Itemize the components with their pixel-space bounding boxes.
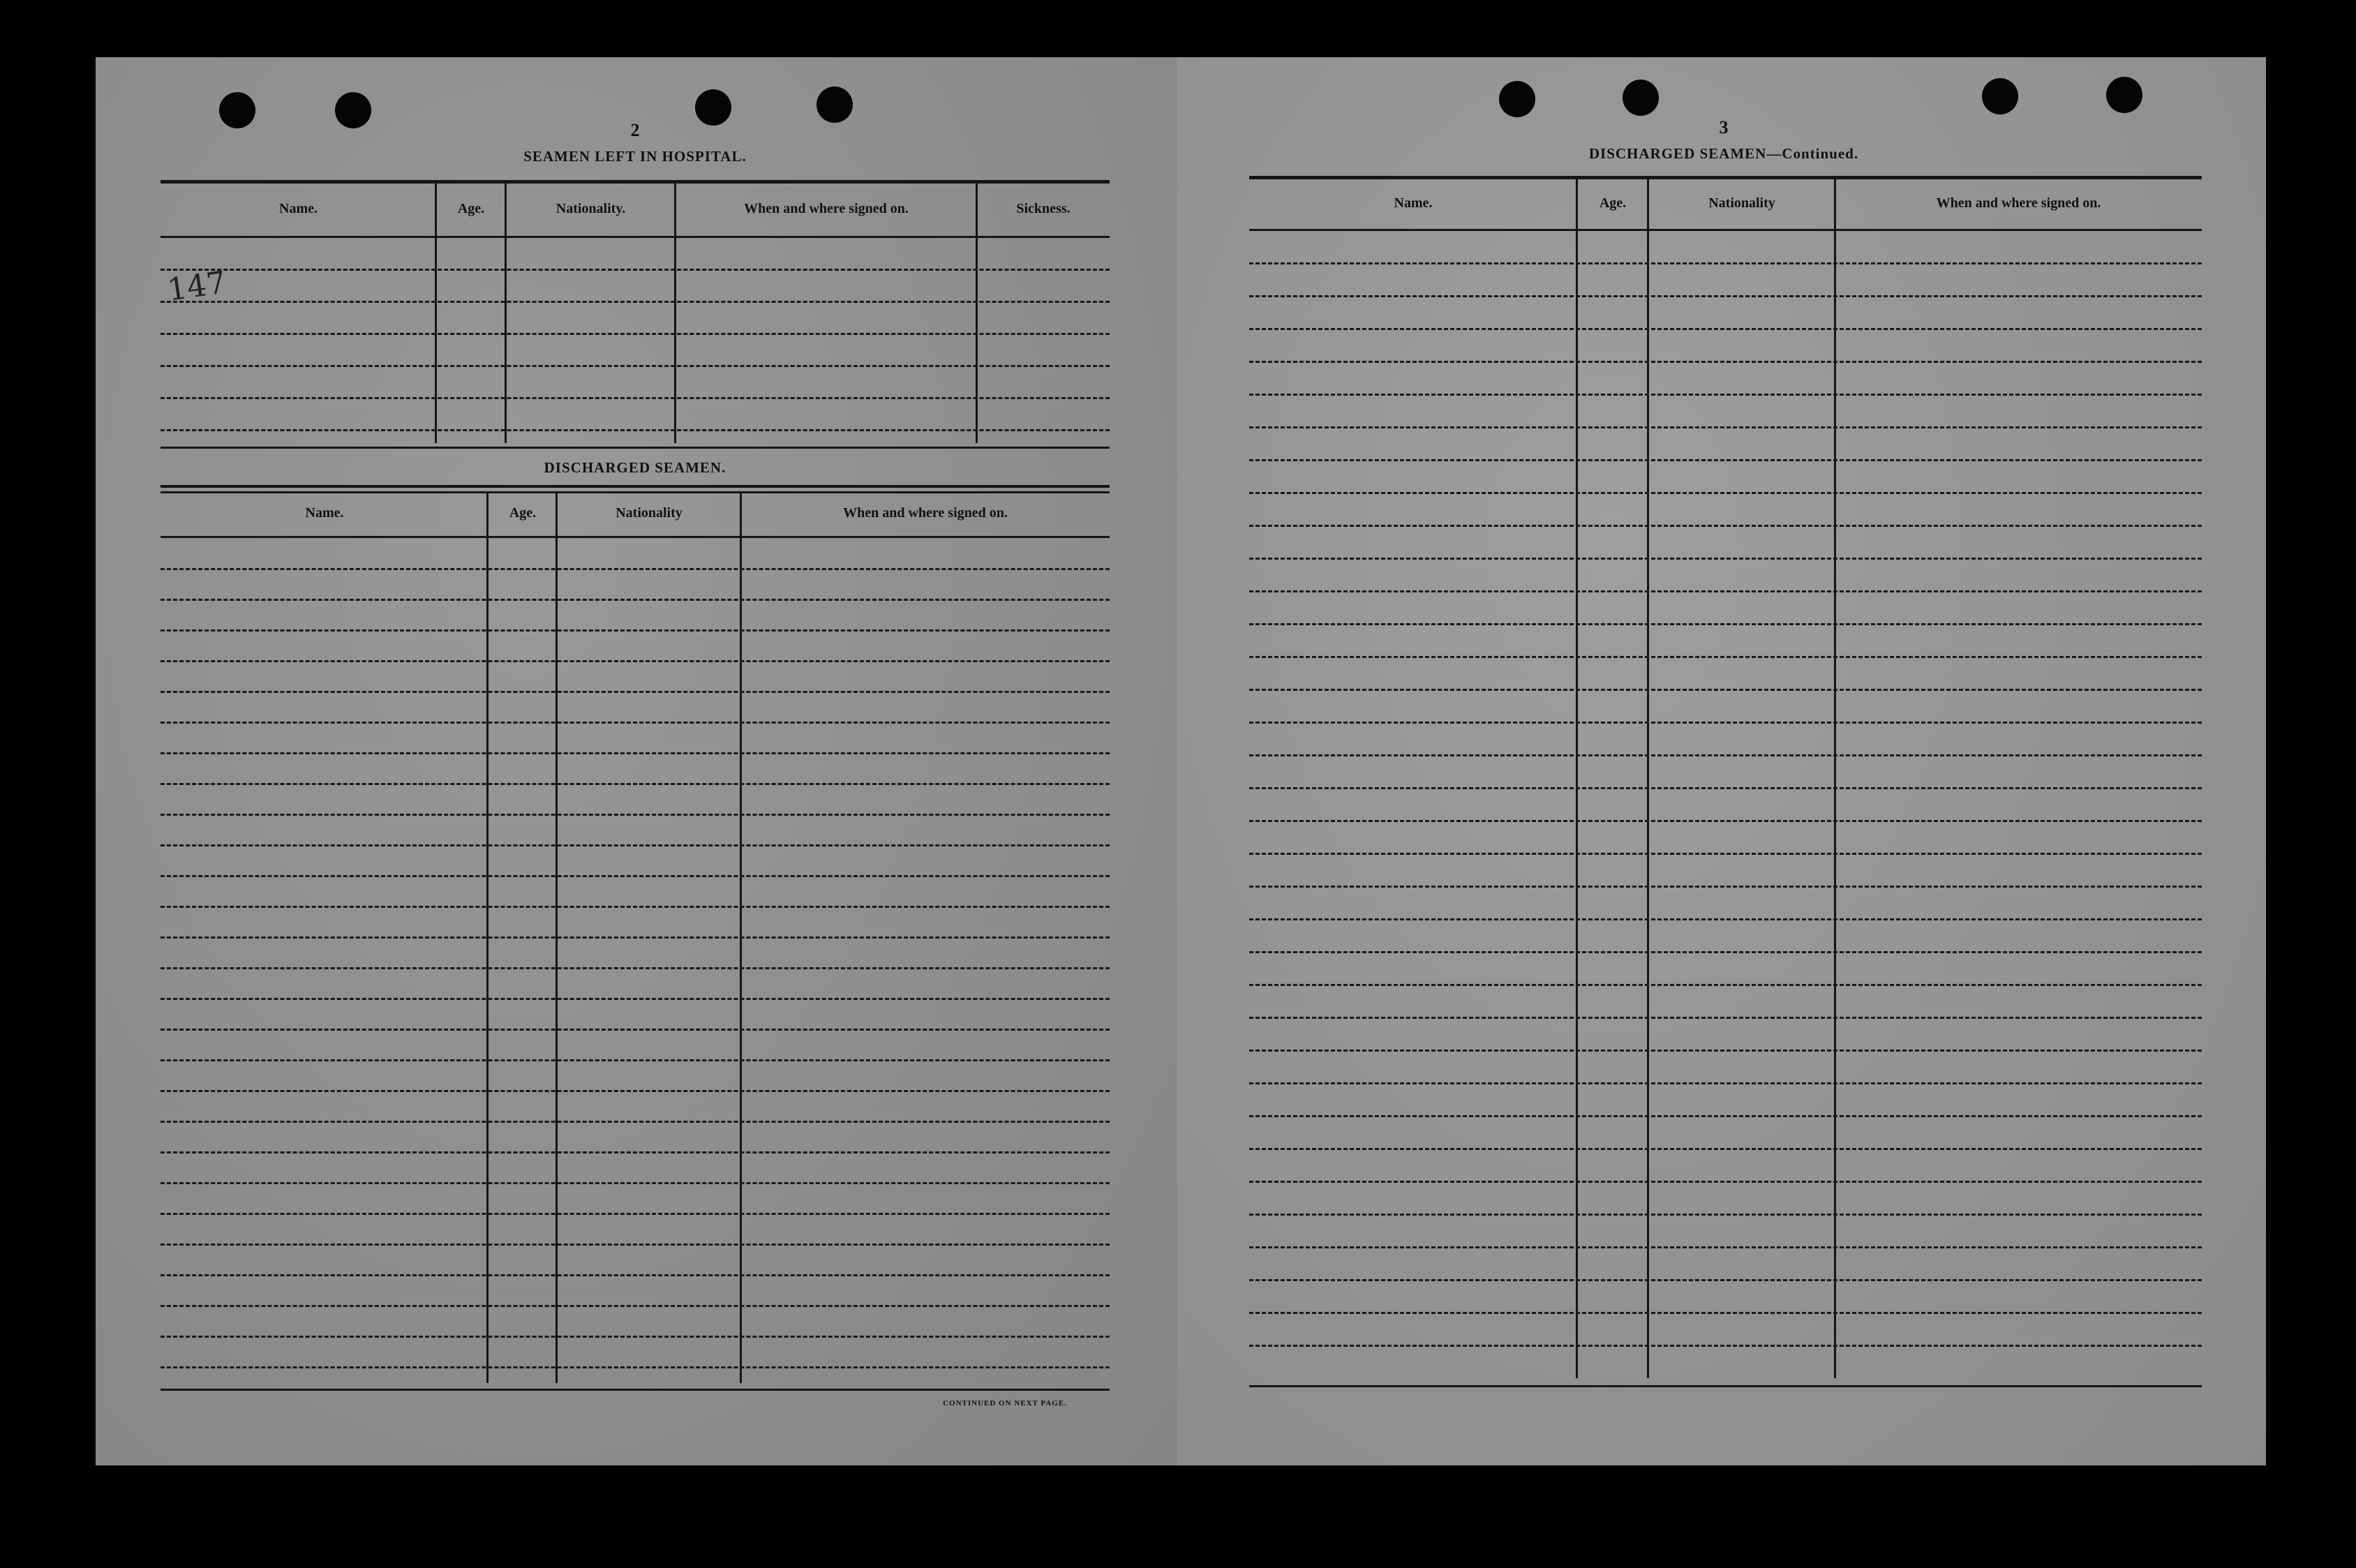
entry-line (1249, 1246, 2202, 1248)
entry-line (161, 691, 1110, 693)
entry-line (161, 814, 1110, 816)
entry-line (1249, 525, 2202, 527)
entry-line (161, 906, 1110, 908)
entry-line (1249, 492, 2202, 494)
page-number: 3 (1719, 117, 1729, 137)
punch-hole (1499, 81, 1535, 117)
table-rule (161, 536, 1110, 538)
column-header-signed-on: When and where signed on. (843, 505, 1008, 521)
entry-line (1249, 951, 2202, 953)
entry-line (1249, 262, 2202, 264)
entry-line (161, 429, 1110, 431)
entry-line (161, 844, 1110, 846)
column-divider (1834, 179, 1836, 1378)
entry-line (1249, 623, 2202, 625)
entry-line (1249, 886, 2202, 888)
page-number: 2 (630, 120, 640, 140)
entry-line (161, 1305, 1110, 1307)
entry-line (161, 1059, 1110, 1061)
hospital-section-title: SEAMEN LEFT IN HOSPITAL. (523, 148, 747, 165)
entry-line (1249, 787, 2202, 789)
punch-hole (817, 87, 853, 123)
entry-line (161, 1090, 1110, 1092)
entry-line (161, 365, 1110, 367)
column-header-nationality: Nationality (616, 505, 683, 521)
entry-line (1249, 1148, 2202, 1150)
entry-line (161, 936, 1110, 939)
handwritten-mark: 147 (165, 264, 229, 308)
entry-line (1249, 918, 2202, 920)
column-header-age: Age. (457, 201, 485, 216)
entry-line (1249, 1214, 2202, 1216)
entry-line (161, 333, 1110, 335)
entry-line (161, 1274, 1110, 1276)
entry-line (161, 269, 1110, 271)
entry-line (1249, 361, 2202, 363)
entry-line (1249, 590, 2202, 592)
table-rule (161, 236, 1110, 238)
entry-line (1249, 1017, 2202, 1019)
column-divider (435, 184, 437, 443)
entry-line (1249, 853, 2202, 855)
entry-line (161, 783, 1110, 785)
entry-line (161, 660, 1110, 662)
entry-line (1249, 1082, 2202, 1084)
entry-line (161, 301, 1110, 303)
entry-line (161, 1151, 1110, 1153)
punch-hole (695, 89, 731, 126)
table-rule (161, 491, 1110, 493)
table-rule (1249, 229, 2202, 231)
punch-hole (1623, 80, 1659, 116)
entry-line (1249, 820, 2202, 822)
column-header-signed-on: When and where signed on. (744, 201, 909, 216)
continued-note: CONTINUED ON NEXT PAGE. (943, 1399, 1067, 1408)
entry-line (161, 397, 1110, 399)
column-divider (505, 184, 507, 443)
entry-line (161, 1029, 1110, 1031)
entry-line (161, 1244, 1110, 1246)
entry-line (1249, 1181, 2202, 1183)
column-header-nationality: Nationality. (556, 201, 626, 216)
entry-line (161, 599, 1110, 601)
entry-line (161, 722, 1110, 724)
entry-line (1249, 722, 2202, 724)
entry-line (161, 875, 1110, 877)
table-rule (161, 1389, 1110, 1391)
punch-hole (219, 92, 255, 128)
table-rule (161, 447, 1110, 449)
entry-line (1249, 1345, 2202, 1347)
entry-line (161, 1121, 1110, 1123)
table-rule (161, 485, 1110, 488)
table-rule (1249, 1385, 2202, 1387)
table-rule (161, 180, 1110, 184)
table-rule (1249, 176, 2202, 179)
right-page (1177, 57, 2266, 1465)
entry-line (1249, 984, 2202, 986)
column-divider (1576, 179, 1578, 1378)
entry-line (1249, 1050, 2202, 1052)
entry-line (161, 568, 1110, 570)
entry-line (1249, 1115, 2202, 1117)
column-header-sickness: Sickness. (1016, 201, 1071, 216)
entry-line (161, 1182, 1110, 1184)
entry-line (1249, 656, 2202, 658)
punch-hole (1982, 78, 2018, 114)
entry-line (1249, 1312, 2202, 1314)
column-header-name: Name. (279, 201, 318, 216)
entry-line (1249, 426, 2202, 428)
column-header-age: Age. (509, 505, 537, 521)
column-header-age: Age. (1599, 195, 1627, 211)
entry-line (1249, 328, 2202, 330)
column-divider (1647, 179, 1649, 1378)
column-header-name: Name. (1394, 195, 1433, 211)
column-header-signed-on: When and where signed on. (1936, 195, 2101, 211)
entry-line (161, 967, 1110, 969)
entry-line (1249, 689, 2202, 691)
discharged-continued-title: DISCHARGED SEAMEN—Continued. (1588, 145, 1859, 162)
entry-line (161, 998, 1110, 1000)
discharged-section-title: DISCHARGED SEAMEN. (544, 459, 726, 476)
entry-line (1249, 459, 2202, 461)
punch-hole (335, 92, 371, 128)
entry-line (161, 629, 1110, 632)
entry-line (161, 1336, 1110, 1338)
column-divider (976, 184, 978, 443)
entry-line (1249, 558, 2202, 560)
punch-hole (2106, 77, 2142, 113)
entry-line (1249, 754, 2202, 756)
column-header-name: Name. (305, 505, 344, 521)
entry-line (1249, 1279, 2202, 1281)
entry-line (161, 1366, 1110, 1368)
entry-line (161, 752, 1110, 754)
entry-line (1249, 295, 2202, 297)
column-header-nationality: Nationality (1708, 195, 1775, 211)
entry-line (161, 1213, 1110, 1215)
column-divider (674, 184, 676, 443)
entry-line (1249, 394, 2202, 396)
